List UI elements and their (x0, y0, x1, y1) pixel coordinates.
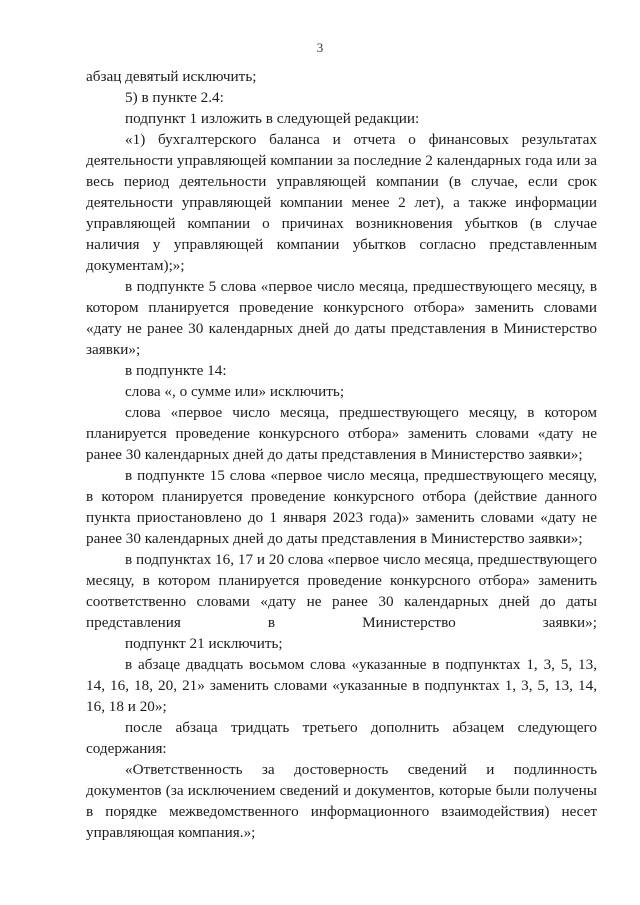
paragraph-subitem-14-heading: в подпункте 14: (125, 362, 227, 379)
paragraph-subitem-1-text: «1) бухгалтерского баланса и отчета о финансовых результатах деятельности управляющей компании за последние 2 календарных года или за весь период деятельности управляющей компании (в случае, если срок деятельности управляющей компании менее 2 лет), а также информации управляющей компании о причинах возникновения убытков (в случае наличия у управляющей компании убытков согласно представленным документам);»; (86, 131, 597, 274)
paragraph-responsibility-quote: «Ответственность за достоверность сведений и подлинность документов (за исключением сведений и документов, которые были получены в порядке межведомственного информационного взаимодействия) несет управляющая компания.»; (86, 761, 597, 841)
paragraph-subitem-1-intro: подпункт 1 изложить в следующей редакции: (125, 110, 420, 127)
page-number: 3 (316, 40, 324, 55)
paragraph-subitem-5: в подпункте 5 слова «первое число месяца, предшествующего месяцу, в котором планируется проведение конкурсного отбора» заменить словами «дату не ранее 30 календарных дней до даты представления в Министерство заявки»; (86, 278, 597, 358)
paragraph-subitem-15: в подпункте 15 слова «первое число месяца, предшествующего месяцу, в котором планируется проведение конкурсного отбора (действие данного пункта приостановлено до 1 января 2023 года)» заменить словами «дату не ранее 30 календарных дней до даты представления в Министерство заявки»; (86, 467, 597, 547)
paragraph-abzac-28: в абзаце двадцать восьмом слова «указанные в подпунктах 1, 3, 5, 13, 14, 16, 18, 20, 21» заменить словами «указанные в подпунктах 1, 3, 5, 13, 14, 16, 18 и 20»; (86, 656, 597, 715)
paragraph-item-5-heading: 5) в пункте 2.4: (125, 89, 224, 106)
paragraph-subitems-16-17-20: в подпунктах 16, 17 и 20 слова «первое число месяца, предшествующего месяцу, в котором планируется проведение конкурсного отбора» заменить соответственно словами «дату не ранее 30 календарных дней до даты представления в Министерство заявки»; (86, 551, 597, 631)
paragraph-abzac-9-removed: абзац девятый исключить; (86, 68, 257, 85)
paragraph-subitem-21-removed: подпункт 21 исключить; (125, 635, 283, 652)
paragraph-after-abzac-33: после абзаца тридцать третьего дополнить абзацем следующего содержания: (86, 719, 597, 757)
paragraph-subitem-14-replace: слова «первое число месяца, предшествующего месяцу, в котором планируется проведение конкурсного отбора» заменить словами «дату не ранее 30 календарных дней до даты представления в Министерство заявки»; (86, 404, 597, 463)
paragraph-subitem-14-words-removed: слова «, о сумме или» исключить; (125, 383, 345, 400)
document-body (86, 66, 597, 843)
